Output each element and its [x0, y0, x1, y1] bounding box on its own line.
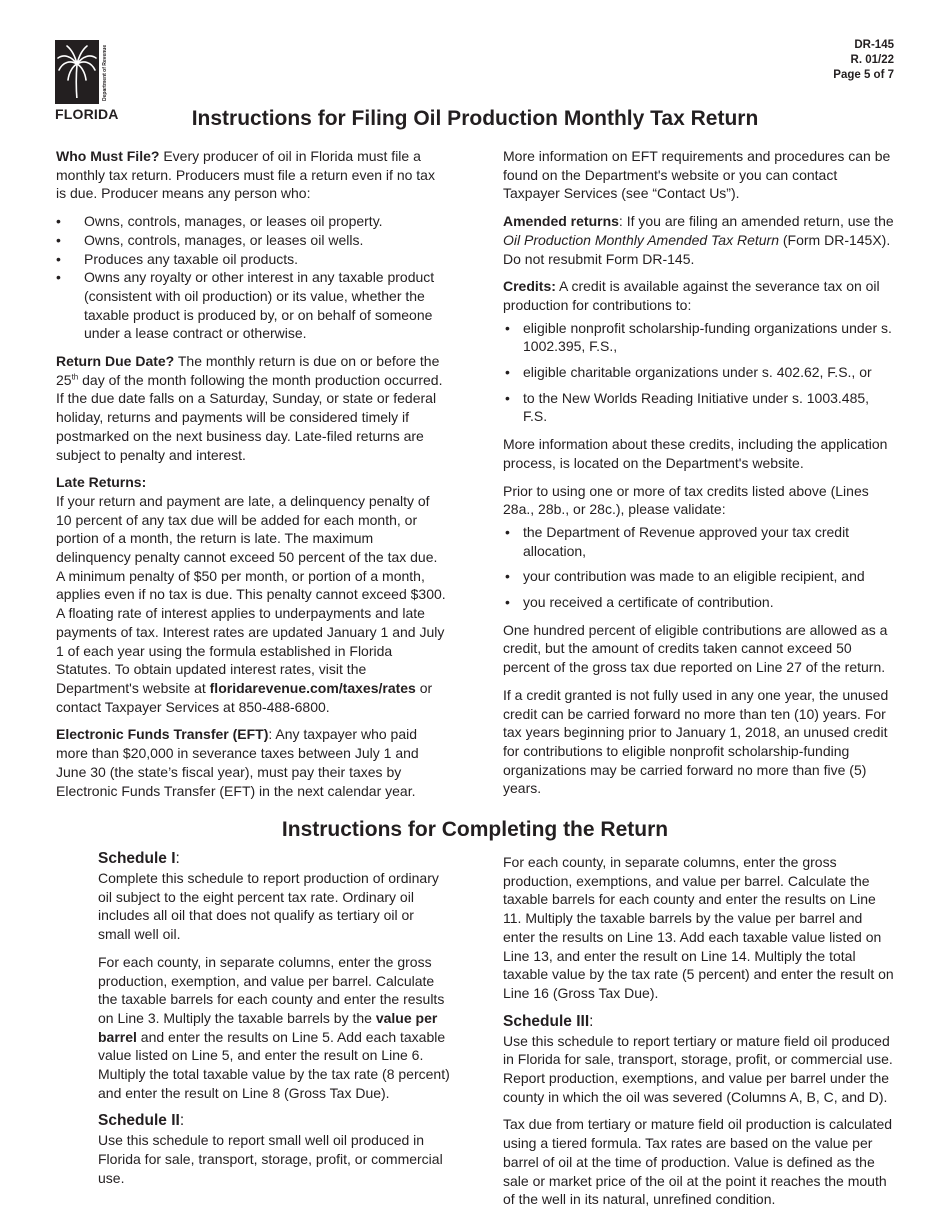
who-must-file-paragraph	[56, 147, 448, 203]
prior-validation-text: Prior to using one or more of tax credits listed above (Lines 28a., 28b., or 28c.), please validate:	[503, 482, 869, 518]
left-column	[56, 147, 448, 809]
amended-returns-label: Amended returns	[503, 213, 619, 230]
late-returns-label: Late Returns:	[56, 474, 147, 491]
schedule-3-tiered-formula: Tax due from tertiary or mature field oil production is calculated using a tiered formula. Tax rates are based on the value per barrel of oil at the time of production. Value is defined as the sale or market price of the oil at the point it reaches the mouth of the well in its natural, unrefined condition.	[503, 1116, 893, 1208]
form-revision: R. 01/22	[850, 54, 894, 66]
list-item: • eligible charitable organizations under s. 402.62, F.S., or	[503, 363, 895, 382]
list-item: • Owns any royalty or other interest in any taxable product (consistent with oil production) or its value, whether the taxable product is produced by, or on behalf of someone under a lease contract or otherwise.	[56, 268, 448, 343]
return-due-date-label: Return Due Date?	[56, 353, 175, 370]
schedule-1-intro: Complete this schedule to report production of ordinary oil subject to the eight percent tax rate. Ordinary oil includes all oil that does not qualify as tertiary oil or small well oil.	[98, 870, 439, 943]
amended-returns-paragraph: Amended returns: If you are filing an amended return, use the Oil Production Monthly Amended Tax Return (Form DR-145X). Do not resubmit Form DR-145.	[503, 213, 894, 267]
who-must-file-text: Every producer of oil in Florida must file a monthly tax return. Producers must file a return even if no tax is due. Producer means any person who:	[56, 148, 435, 202]
credits-label: Credits:	[503, 278, 556, 295]
schedule-2-instructions: For each county, in separate columns, enter the gross production, exemptions, and value per barrel. Calculate the taxable barrels for each county and enter the results on Line 11. Multiply the taxable barrels by the value per barrel and enter the results on Line 13. Add each taxable value listed on Line 13, and enter the result on Line 14. Multiply the total taxable value by the tax rate (5 percent) and enter the result on Line 16 (Gross Tax Due).	[503, 854, 894, 1001]
right-column	[503, 147, 895, 807]
eft-more-info: More information on EFT requirements and procedures can be found on the Department's website or you can contact Taxpayer Services (see “Contact Us”).	[503, 148, 891, 202]
schedule-3-heading: Schedule III:	[503, 1012, 594, 1030]
carry-forward-paragraph: If a credit granted is not fully used in any one year, the unused credit can be carried forward no more than ten (10) years. For tax years beginning prior to January 1, 2018, an unused credit for contributions to eligible nonprofit scholarship-funding organizations may be carried forward no more than five (5) years.	[503, 686, 889, 797]
schedule-2-intro: Use this schedule to report small well oil produced in Florida for sale, transport, storage, profit, or commercial use.	[98, 1132, 443, 1186]
schedule-2-heading: Schedule II:	[98, 1112, 185, 1130]
hundred-percent-paragraph: One hundred percent of eligible contributions are allowed as a credit, but the amount of credits taken cannot exceed 50 percent of the gross tax due reported on Line 27 of the return.	[503, 621, 888, 676]
credit-bullet-list	[503, 319, 895, 427]
logo-wordmark: FLORIDA	[55, 106, 119, 122]
eft-label: Electronic Funds Transfer (EFT)	[56, 726, 269, 743]
schedule-1-heading: Schedule I:	[98, 850, 180, 867]
amended-form-title: Oil Production Monthly Amended Tax Return	[503, 231, 779, 248]
validation-bullet-list	[503, 523, 895, 612]
page-number: Page 5 of 7	[833, 69, 894, 81]
list-item: • Produces any taxable oil products.	[56, 250, 448, 269]
form-number: DR-145	[854, 39, 894, 51]
list-item: • eligible nonprofit scholarship-funding organizations under s. 1002.395, F.S.,	[503, 319, 895, 356]
form-id-block	[833, 38, 894, 83]
who-must-file-label: Who Must File?	[56, 148, 160, 164]
palm-tree-icon	[55, 40, 99, 104]
bottom-left-column	[98, 849, 450, 1197]
credits-more-info: More information about these credits, including the application process, is located on the Department's website.	[503, 436, 888, 471]
rates-website-link: floridarevenue.com/taxes/rates	[209, 679, 416, 696]
list-item: • you received a certificate of contribution.	[503, 593, 895, 612]
return-due-date-paragraph: Return Due Date? The monthly return is due on or before the 25th day of the month following the month production occurred. If the due date falls on a Saturday, Sunday, or state or federal holiday, returns and payments will be considered timely if postmarked on the next business day. Late-filed returns are subject to penalty and interest.	[56, 353, 443, 463]
list-item: • to the New Worlds Reading Initiative under s. 1003.485, F.S.	[503, 389, 895, 426]
section-title: Instructions for Completing the Return	[281, 818, 669, 841]
bottom-right-column	[503, 853, 897, 1218]
list-item: • your contribution was made to an eligible recipient, and	[503, 567, 895, 586]
credits-paragraph: Credits: A credit is available against the severance tax on oil production for contributions to:	[503, 278, 880, 313]
department-label: Department of Revenue	[102, 44, 108, 102]
schedule-1-instructions: For each county, in separate columns, enter the gross production, exemption, and value per barrel. Calculate the taxable barrels for each county and enter the results on Line 3. Multiply the taxable barrels by the value per barrel and enter the results on Line 5. Add each taxable value listed on Line 5, and enter the result on Line 6. Multiply the total taxable value by the tax rate (8 percent) and enter the result on Line 8 (Gross Tax Due).	[98, 953, 450, 1101]
page-title: Instructions for Filing Oil Production Monthly Tax Return	[191, 107, 759, 130]
list-item: • the Department of Revenue approved your tax credit allocation,	[503, 523, 895, 560]
schedule-3-intro: Use this schedule to report tertiary or mature field oil produced in Florida for sale, transport, storage, profit, or commercial use. Report production, exemptions, and value per barrel under the county in which the oil was severed (Columns A, B, C, and D).	[503, 1032, 893, 1105]
producer-bullet-list	[56, 212, 448, 343]
list-item: • Owns, controls, manages, or leases oil property.	[56, 212, 448, 231]
late-returns-paragraph: If your return and payment are late, a delinquency penalty of 10 percent of any tax due will be added for each month, or portion of a month, the return is late. The maximum delinquency penalty cannot exceed 50 percent of the tax due. A minimum penalty of $50 per month, or portion of a month, applies even if no tax is due. This penalty cannot exceed $300. A floating rate of interest applies to underpayments and late payments of tax. Interest rates are updated January 1 and July 1 of each year using the formula established in Florida Statutes. To obtain updated interest rates, visit the Department's website at floridarevenue.com/taxes/rates or contact Taxpayer Services at 850-488-6800.	[56, 492, 446, 715]
list-item: • Owns, controls, manages, or leases oil wells.	[56, 231, 448, 250]
eft-paragraph: Electronic Funds Transfer (EFT): Any taxpayer who paid more than $20,000 in severance taxes between July 1 and June 30 (the state’s fiscal year), must pay their taxes by Electronic Funds Transfer (EFT) in the next calendar year.	[56, 726, 419, 799]
